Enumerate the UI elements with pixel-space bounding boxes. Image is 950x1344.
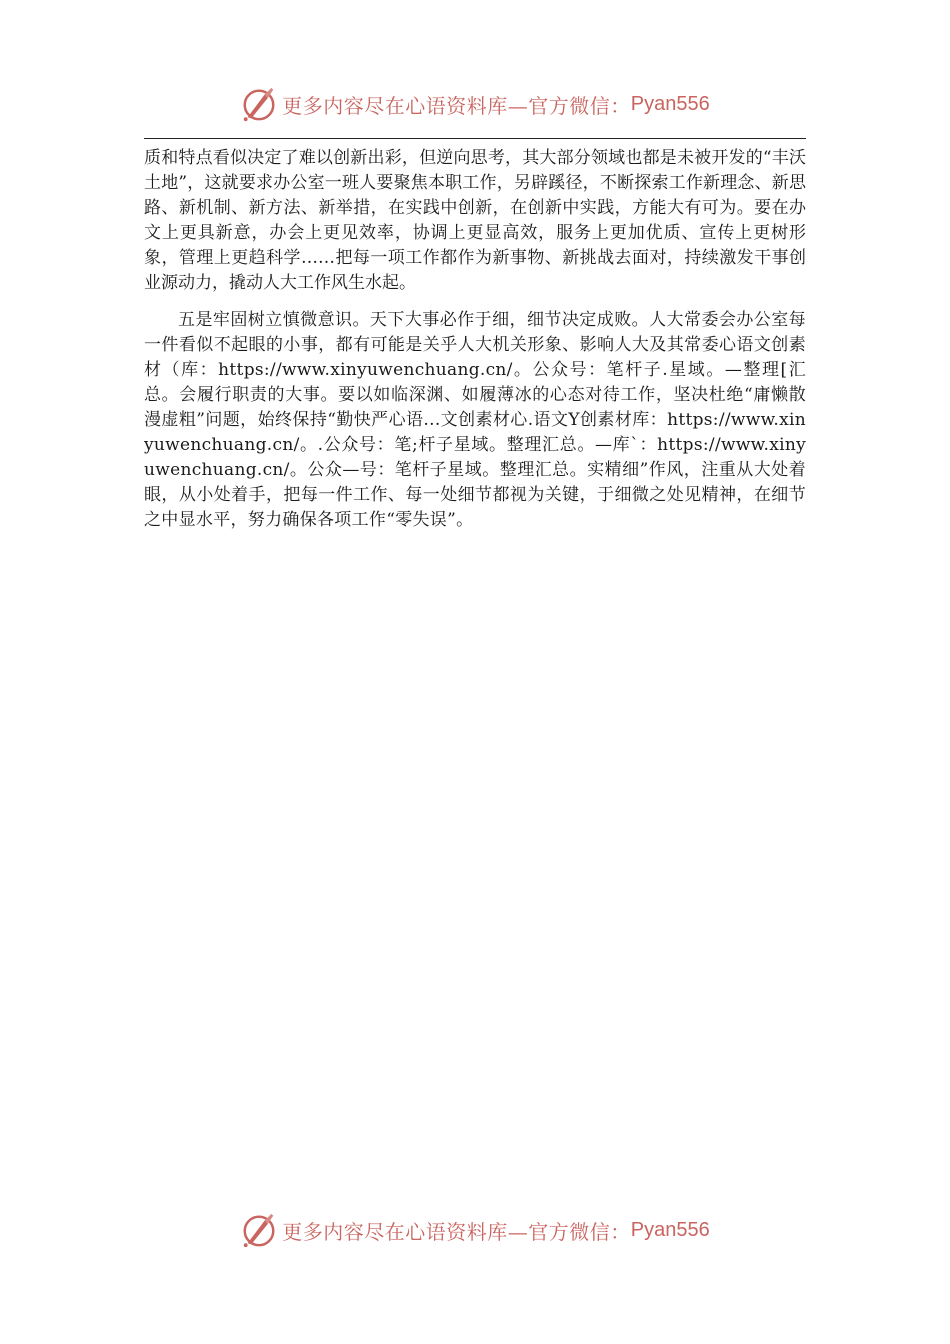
body-paragraph: 质和特点看似决定了难以创新出彩，但逆向思考，其大部分领域也都是未被开发的“丰沃土地”，这就要求办公室一班人要聚焦本职工作，另辟蹊径，不断探索工作新理念、新思路、新机制、新方法、新举措，在实践中创新，在创新中实践，方能大有可为。要在办文上更具新意，办会上更见效率，协调上更显高效，服务上更加优质、宣传上更树形象，管理上更趋科学……把每一项工作都作为新事物、新挑战去面对，持续激发干事创业源动力，撬动人大工作风生水起。 [144,148,806,293]
body-paragraph: 五是牢固树立慎微意识。天下大事必作于细，细节决定成败。人大常委会办公室每一件看似不起眼的小事，都有可能是关乎人大机关形象、影响人大及其常委心语文创素材（库：https://www.xinyuwenchuang.cn/。公众号：笔杆子.星域。—整理[汇总。会履行职责的大事。要以如临深渊、如履薄冰的心态对待工作，坚决杜绝“庸懒散漫虚粗”问题，始终保持“勤快严心语...文创素材心.语文Y创素材库：https://www.xinyuwenchuang.cn/。.公众号：笔;杆子星域。整理汇总。—库`：https://www.xinyuwenchuang.cn/。公众—号：笔杆子星域。整理汇总。实精细”作风，注重从大处着眼，从小处着手，把每一件工作、每一处细节都视为关键，于细微之处见精神，在细节之中显水平，努力确保各项工作“零失误”。 [144,310,806,530]
quill-pen-logo-icon [240,85,278,123]
footer-banner-wechat-id: Pyan556 [630,1218,710,1241]
footer-banner [0,1208,950,1252]
header-banner [0,82,950,126]
header-banner-text: 更多内容尽在心语资料库—官方微信： [282,93,631,118]
footer-banner-text: 更多内容尽在心语资料库—官方微信： [282,1219,631,1244]
document-body [144,146,806,533]
header-banner-wechat-id: Pyan556 [630,92,710,115]
quill-pen-logo-icon [240,1211,278,1249]
header-divider [144,138,806,139]
